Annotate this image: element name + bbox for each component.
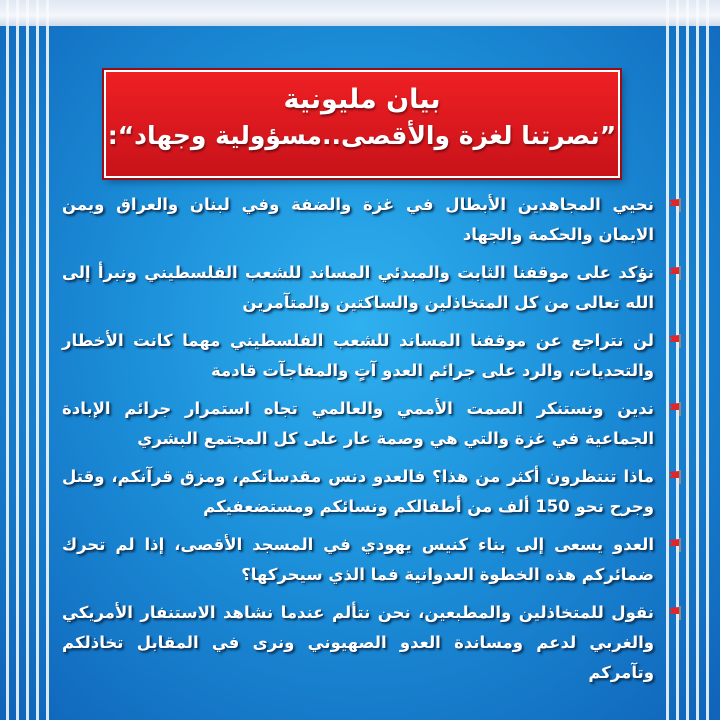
title-box — [104, 70, 620, 178]
red-flag-icon — [666, 197, 682, 213]
page-subtitle: ”نصرتنا لغزة والأقصى..مسؤولية وجهاد“: — [107, 121, 617, 150]
statement-text: نقول للمتخاذلين والمطبعين، نحن نتألم عندما نشاهد الاستنفار الأمريكي والغربي لدعم ومساندة العدو الصهيوني ونرى في المقابل تخاذلكم وتآمركم — [62, 603, 654, 682]
page-title: بيان مليونية — [283, 84, 441, 115]
statement-text: العدو يسعى إلى بناء كنيس يهودي في المسجد الأقصى، إذا لم تحرك ضمائركم هذه الخطوة العدوانية فما الذي سيحركها؟ — [62, 535, 654, 584]
statement-item — [62, 598, 682, 688]
statement-item — [62, 190, 682, 250]
decorative-stripes-top-right — [666, 0, 714, 26]
red-flag-icon — [666, 537, 682, 553]
statement-item — [62, 326, 682, 386]
statement-list — [62, 190, 682, 696]
red-flag-icon — [666, 333, 682, 349]
red-flag-icon — [666, 469, 682, 485]
statement-item — [62, 258, 682, 318]
decorative-stripes-top-left — [6, 0, 54, 26]
statement-text: ماذا تنتظرون أكثر من هذا؟ فالعدو دنس مقدساتكم، ومزق قرآنكم، وقتل وجرح نحو 150 ألف من أطفالكم ونسائكم ومستضعفيكم — [62, 467, 654, 516]
statement-item — [62, 462, 682, 522]
red-flag-icon — [666, 265, 682, 281]
statement-text: نحيي المجاهدين الأبطال في غزة والضفة وفي لبنان والعراق ويمن الايمان والحكمة والجهاد — [62, 195, 654, 244]
statement-text: نؤكد على موقفنا الثابت والمبدئي المساند للشعب الفلسطيني ونبرأ إلى الله تعالى من كل المتخاذلين والساكتين والمتآمرين — [62, 263, 654, 312]
decorative-stripes-left — [6, 26, 54, 720]
red-flag-icon — [666, 401, 682, 417]
statement-item — [62, 394, 682, 454]
red-flag-icon — [666, 605, 682, 621]
statement-item — [62, 530, 682, 590]
top-band — [0, 0, 720, 26]
statement-text: لن نتراجع عن موقفنا المساند للشعب الفلسطيني مهما كانت الأخطار والتحديات، والرد على جرائم العدو آتٍ والمفاجآت قادمة — [62, 331, 654, 380]
statement-text: ندين ونستنكر الصمت الأممي والعالمي تجاه استمرار جرائم الإبادة الجماعية في غزة والتي هي وصمة عار على كل المجتمع البشري — [62, 399, 654, 448]
